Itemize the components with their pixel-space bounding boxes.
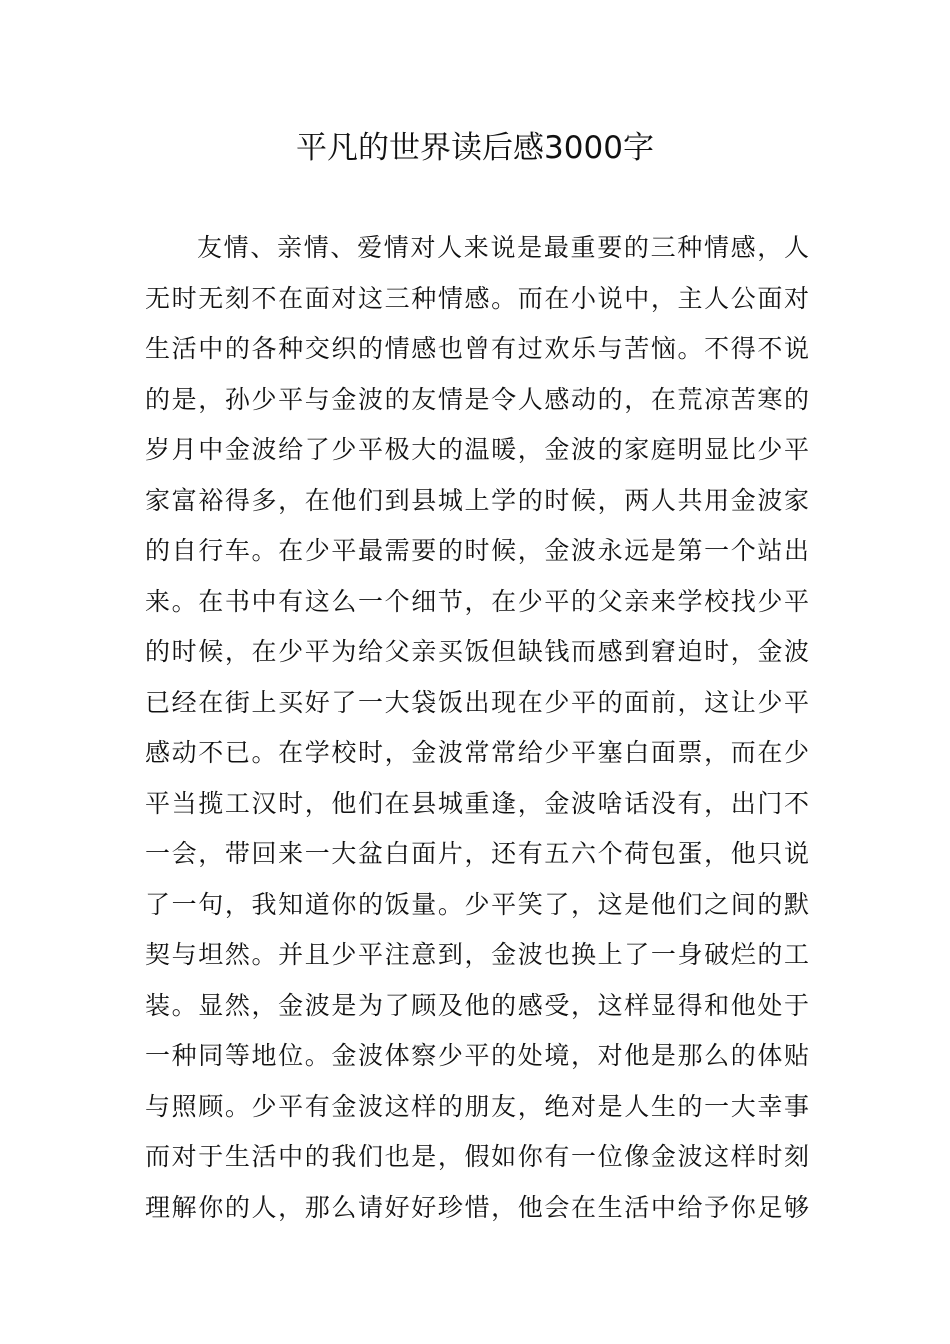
text-line: 而对于生活中的我们也是，假如你有一位像金波这样时刻 [145,1142,809,1171]
text-line: 生活中的各种交织的情感也曾有过欢乐与苦恼。不得不说 [145,334,809,363]
body-text [145,223,809,1233]
text-line: 岁月中金波给了少平极大的温暖，金波的家庭明显比少平 [145,435,809,464]
text-line: 平当揽工汉时，他们在县城重逢，金波啥话没有，出门不 [145,788,809,818]
text-line: 了一句，我知道你的饭量。少平笑了，这是他们之间的默 [145,889,809,919]
text-line: 理解你的人，那么请好好珍惜，他会在生活中给予你足够 [145,1192,809,1222]
text-line: 已经在街上买好了一大袋饭出现在少平的面前，这让少平 [145,687,809,717]
text-line: 家富裕得多，在他们到县城上学的时候，两人共用金波家 [145,485,809,515]
text-line: 友情、亲情、爱情对人来说是最重要的三种情感，人 [197,233,809,262]
text-line: 无时无刻不在面对这三种情感。而在小说中，主人公面对 [145,283,809,313]
document-title: 平凡的世界读后感3000字 [296,130,654,166]
text-line: 的自行车。在少平最需要的时候，金波永远是第一个站出 [145,536,809,565]
text-line: 来。在书中有这么一个细节，在少平的父亲来学校找少平 [145,586,809,616]
text-line: 与照顾。少平有金波这样的朋友，绝对是人生的一大幸事 [145,1091,809,1121]
text-line: 感动不已。在学校时，金波常常给少平塞白面票，而在少 [145,738,809,767]
text-line: 一会，带回来一大盆白面片，还有五六个荷包蛋，他只说 [145,839,809,868]
text-line: 的是，孙少平与金波的友情是令人感动的，在荒凉苦寒的 [145,384,809,414]
text-line: 一种同等地位。金波体察少平的处境，对他是那么的体贴 [145,1041,809,1070]
text-line: 契与坦然。并且少平注意到，金波也换上了一身破烂的工 [145,940,809,969]
text-line: 装。显然，金波是为了顾及他的感受，这样显得和他处于 [145,990,809,1020]
text-line: 的时候，在少平为给父亲买饭但缺钱而感到窘迫时，金波 [145,637,809,666]
